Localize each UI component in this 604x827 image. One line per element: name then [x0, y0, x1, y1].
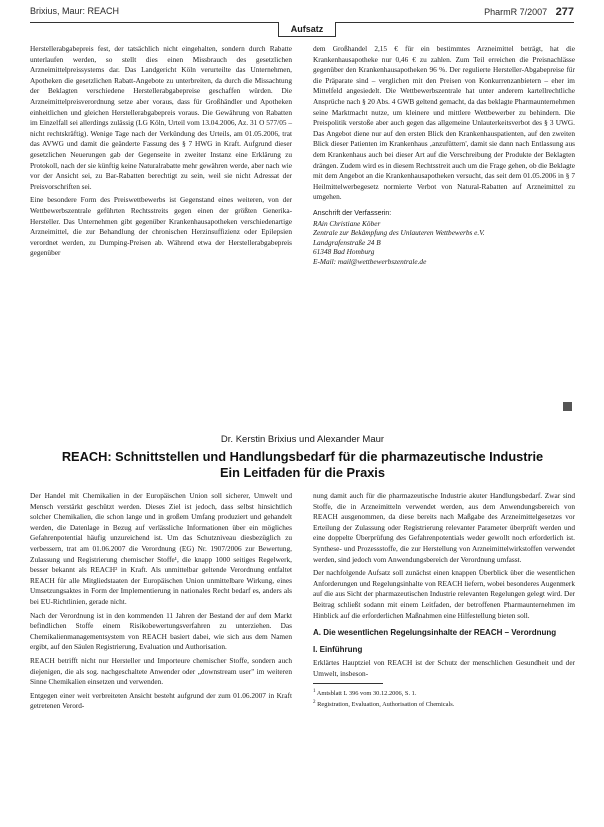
address-line: Landgrafenstraße 24 B: [313, 237, 381, 247]
subsection-heading: I. Einführung: [313, 645, 363, 655]
paragraph: Eine besondere Form des Preiswettbewerbs ist Gegenstand eines weiteren, von der Wettbewerbszentrale geführten Rechtsstreits gegen einen der größten Generika-Hersteller. Das Unternehmen gibt gegenüber Krankenhausapotheken verschiedenartige Arzneimittel, die zur Behandlung der chronischen Herzinsuffizienz oder Epilepsien verordnet werden, zu Dumping-Preisen ab. Während etwa der Herstellerabgabepreis gegenüber: [30, 195, 292, 258]
paragraph: dem Großhandel 2,15 € für ein bestimmtes Arzneimittel beträgt, hat die Krankenhausapotheke nur 0,46 € zu zahlen. Zum Teil erreichen die Preisnachlässe gegenüber den Krankenhausapotheken 96 %. Der regulierte Hersteller-Abgabepreise für die Präparate sind – verglichen mit den Preisen von Konkurrenzanbietern – eher im Mittelfeld angesiedelt. Die Wettbewerbszentrale hat unter anderem kartellrechtliche Ansprüche nach § 20 Abs. 4 GWB geltend gemacht, da das beklagte Pharmaunternehmen seine Marktmacht nutze, um kleinere und mittlere Wettbewerber zu behindern. Die Preispolitik verstoße aber auch gegen das allgemeine Unlauterkeitsverbot des § 3 UWG. Das Angebot diene nur auf den ersten Blick den Krankenhauspatienten, auf den zweiten Blick dieser Patienten im Krankenhaus ‚anzufüttern', damit sie dann nach Entlassung aus dem Krankenhaus auch bei dieser Art auf die Verschreibung der Produkte der Beklagten drängen. Zudem wird es in diesem Rechtsstreit auch um die Frage gehen, ob die Beklagte mit dem Angebot an die Krankenhausapotheken versucht, das seit dem 01.05.2006 in § 7 Heilmittelwerbegesetz normierte Verbot von Natural-Rabatten auf Arzneimittel zu umgehen.: [313, 44, 575, 202]
paragraph: Nach der Verordnung ist in den kommenden 11 Jahren der Bestand der auf dem Markt befindlichen Stoffe einem Risikobewertungsverfahren zu unterziehen. Das Chemikalienmanagementsystem von REACH basiert dabei, wie sich aus dem Namen ergibt, auf den Säulen Registrierung, Evaluation und Authorisation.: [30, 610, 292, 652]
paragraph: Entgegen einer weit verbreiteten Ansicht besteht aufgrund der zum 01.06.2007 in Kraft getretenen Verord-: [30, 690, 292, 711]
footnote-text: Registration, Evaluation, Authorisation of Chemicals.: [317, 701, 455, 709]
subtitle-line: Ein Leitfaden für die Praxis: [220, 465, 385, 480]
footnote: [313, 687, 575, 698]
page-number: 277: [555, 6, 574, 18]
bottom-right-column: [313, 491, 575, 710]
running-title: Brixius, Maur: REACH: [30, 6, 120, 16]
journal-info: [484, 6, 574, 18]
address-line: RAin Christiane Köber: [313, 218, 381, 228]
address-label: Anschrift der Verfasserin:: [313, 209, 392, 217]
section-label: Aufsatz: [278, 22, 336, 37]
section-heading: A. Die wesentlichen Regelungsinhalte der REACH – Verordnung: [313, 628, 557, 638]
article-title: [30, 449, 575, 481]
paragraph: REACH betrifft nicht nur Hersteller und Importeure chemischer Stoffe, sondern auch diejenigen, die als sog. nachgeschaltete Anwender oder „downstream user" im weiteren Sinne Chemikalien einsetzen und verwenden.: [30, 655, 292, 687]
top-left-column: [30, 44, 292, 262]
bottom-left-column: [30, 491, 292, 715]
paragraph: Der nachfolgende Aufsatz soll zunächst einen knappen Überblick über die wesentlichen Anforderungen und Regelungsinhalte von REACH liefern, wobei besonderes Augenmerk auf die aus Sicht der pharmazeutischen Industrie relevanten Regelungen gelegt wird. Der Beitrag schließt sodann mit einem Leitfaden, der betroffenen Pharmaunternehmen im Hinblick auf die erforderlichen Maßnahmen eine Hilfestellung bieten soll.: [313, 568, 575, 620]
article-authors: Dr. Kerstin Brixius und Alexander Maur: [220, 434, 385, 445]
footnote-rule: [313, 683, 383, 684]
author-address: [313, 209, 575, 267]
paragraph: Herstellerabgabepreis fest, der tatsächlich nicht eingehalten, sondern durch Rabatte unterlaufen werden, so stellt dies einen Missbrauch des gesetzlichen Arzneimittelpreissystems dar. Das Landgericht Köln verurteilte das Unternehmen, Apotheken die gesetzlichen Rabatt-Angebote zu unterbreiten, da durch die Missachtung der Beklagten verschiedene Herstellerabgabepreise geschaffen würden. Die Arzneimittelpreisverordnung setze aber voraus, dass für Großhändler und Apotheken einheitlichen und gleichen Herstellerabgabepreis voraus. Die Gewährung von Rabatten im Einzelfall sei allerdings zulässig (LG Köln, Urteil vom 13.04.2006, Az. 31 O 577/05 – nicht rechtskräftig). Wenige Tage nach der Verkündung des Urteils, am 01.05.2006, trat das AVWG und damit die geänderte Fassung des § 7 HWG in Kraft. Aufgrund dieser gesetzlichen Neuerungen gab der Gegenseite in zweiter Instanz eine Erklärung zu Protokoll, nach der sie künftig keine Naturalrabatte mehr gewähren werde, aber nach wie vor der Ansicht sei, zu Bar-Rabatten berechtigt zu sein, weil sie nicht Adressat der Preisvorschriften sei.: [30, 44, 292, 191]
journal-name: PharmR 7/2007: [484, 7, 548, 17]
running-header: [30, 6, 574, 20]
footnote: [313, 698, 575, 709]
top-right-column: [313, 44, 575, 266]
footnote-number: 1: [313, 689, 316, 695]
paragraph: Erklärtes Hauptziel von REACH ist der Schutz der menschlichen Gesundheit und der Umwelt, insbeson-: [313, 658, 575, 678]
paragraph: nung damit auch für die pharmazeutische Industrie akuter Handlungsbedarf. Zwar sind Stoffe, die in Arzneimitteln verwendet werden, aus dem Anwendungsbereich von REACH ausgenommen, da diese bereits nach Maßgabe des Arzneimittelgesetzes vor Erteilung der Zulassung oder Registrierung relevanter Parameter überprüft werden und eine doppelte Überprüfung des Gefahrenpotentials weder gewollt noch erforderlich ist. Synthese- und Prozessstoffe, die zur Herstellung von Arzneimittelwirkstoffen verwendet werden, sind jedoch vom Anwendungsbereich der Verordnung umfasst.: [313, 491, 575, 564]
title-line: REACH: Schnittstellen und Handlungsbedarf für die pharmazeutische Industrie: [61, 449, 544, 464]
address-line: Zentrale zur Bekämpfung des Unlauteren Wettbewerbs e.V.: [313, 228, 485, 238]
article-end-mark: [563, 402, 572, 411]
footnote-number: 2: [313, 700, 316, 706]
address-line: 61348 Bad Homburg: [313, 247, 375, 257]
footnote-text: Amtsblatt L 396 vom 30.12.2006, S. 1.: [316, 690, 417, 698]
paragraph: Der Handel mit Chemikalien in der Europäischen Union soll sicherer, Umwelt und Mensch verstärkt geschützt werden. Dieses Ziel ist jedoch, dass selbst hinsichtlich solcher Chemikalien, die schon lange und in großem Umfang produziert und gehandelt werden, die Datenlage in Bezug auf verlässliche Informationen über ein mögliches Gefahrenpotential häufig unzureichend ist. Um das Schutzniveau diesbezüglich zu verbessern, trat am 01.06.2007 die Verordnung (EG) Nr. 1907/2006 zur Bewertung, Zulassung und Registrierung chemischer Stoffe¹, die knapp 1000 seitiges Regelwerk, besser bekannt als REACH² in Kraft. Als unmittelbar geltende Verordnung entfaltet REACH für alle Mitgliedstaaten der Europäischen Union unmittelbare Wirkung, eines Umsetzungsaktes in Form der Implementierung in nationales Recht bedarf es, anders als bei EU-Richtlinien, gerade nicht.: [30, 491, 292, 606]
address-email: E-Mail: mail@wettbewerbszentrale.de: [313, 256, 427, 266]
